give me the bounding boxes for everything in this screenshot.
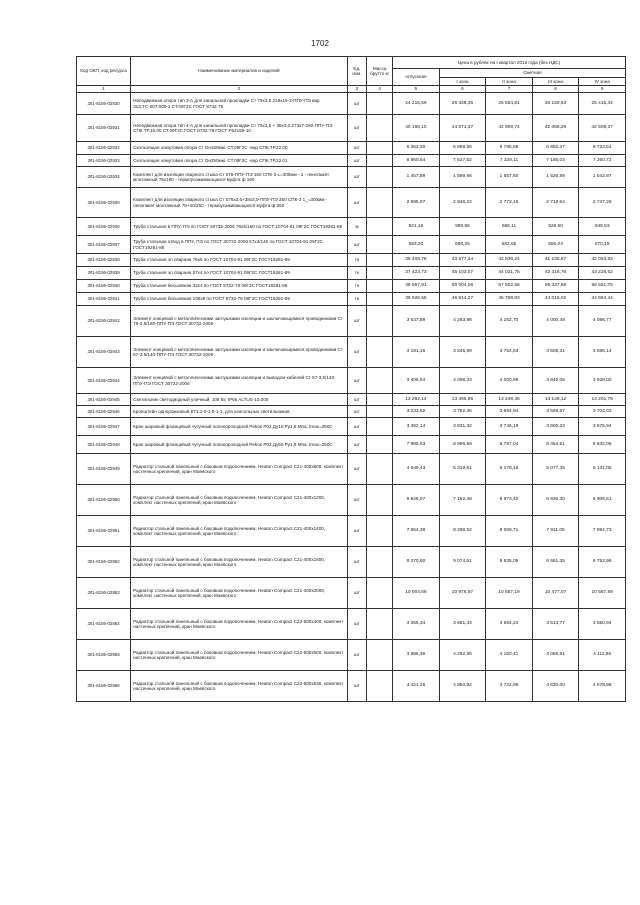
item-mass [367, 280, 393, 293]
item-unit: шт [347, 406, 366, 418]
item-unit: шт [347, 167, 366, 188]
zone-4-price: 4 086,77 [579, 306, 626, 337]
table-row [77, 485, 626, 516]
release-price: 583,20 [393, 236, 440, 254]
zone-1-price: 3 681,43 [439, 609, 486, 640]
zone-3-price: 2 718,64 [532, 188, 579, 218]
zone-2-price: 7 329,11 [486, 155, 533, 167]
item-name: Радиатор стальной панельный с боковым подключением, Heaton Compact C21-400х1400, комплект настенных креплений, кран Маевского [131, 516, 348, 547]
item-code: 301-8156-02938 [77, 254, 131, 267]
column-number: 3 [347, 86, 366, 93]
item-mass [367, 293, 393, 306]
release-price: 8 270,80 [393, 547, 440, 578]
item-name: Элемент концевой с металлическими заглушками изоляции и заключающимися проводниками Ст 76-3,5/160-ППУ-ПЭ ГОСТ 30732-2006 [131, 306, 348, 337]
table-row [77, 454, 626, 485]
release-price: 24 215,69 [393, 93, 440, 115]
zone-2-price: 25 654,81 [486, 93, 533, 115]
item-unit: шт [347, 454, 366, 485]
item-mass [367, 254, 393, 267]
table-row [77, 93, 626, 115]
zone-2-price: 45 799,83 [486, 293, 533, 306]
zone-1-price: 59 004,06 [439, 280, 486, 293]
item-mass [367, 93, 393, 115]
zone-2-price: 5 178,18 [486, 454, 533, 485]
zone-4-price: 1 542,97 [579, 167, 626, 188]
item-mass [367, 236, 393, 254]
item-unit: шт [347, 115, 366, 142]
zone-3-price: 4 000,48 [532, 306, 579, 337]
item-code: 301-8156-02941 [77, 293, 131, 306]
zone-2-price: 4 162,70 [486, 306, 533, 337]
zone-2-price: 2 773,15 [486, 188, 533, 218]
item-unit: шт [347, 436, 366, 454]
zone-1-price: 2 848,22 [439, 188, 486, 218]
zone-2-price: 3 754,63 [486, 337, 533, 368]
table-row [77, 547, 626, 578]
zone-4-price: 3 550,94 [579, 609, 626, 640]
zone-1-price: 8 996,59 [439, 436, 486, 454]
release-price: 38 408,78 [393, 254, 440, 267]
zone-2-price: 1 557,50 [486, 167, 533, 188]
table-row [77, 394, 626, 406]
item-mass [367, 155, 393, 167]
zone-2-price: 3 746,19 [486, 418, 533, 436]
column-number: 4 [367, 86, 393, 93]
release-price: 4 649,43 [393, 454, 440, 485]
item-code: 301-8156-02945 [77, 394, 131, 406]
release-price: 4 421,25 [393, 671, 440, 702]
zone-3-price: 4 068,81 [532, 640, 579, 671]
table-row [77, 368, 626, 394]
header-release-price: отпускная [393, 69, 440, 86]
item-name: Труба стальная отвод в ППУ, ПЭ по ГОСТ 30732-2006 57х4/140 по ГОСТ 10704-91 09Г2С ГОСТ19281-89 [131, 236, 348, 254]
table-row [77, 115, 626, 142]
zone-4-price: 7 994,73 [579, 516, 626, 547]
zone-3-price: 7 185,04 [532, 155, 579, 167]
header-zone-3: III зона [532, 78, 579, 86]
item-name: Труба стальная эл.сварная 57х4 по ГОСТ 10704-91 09Г2С ГОСТ19281-89 [131, 267, 348, 280]
zone-4-price: 4 111,85 [579, 640, 626, 671]
item-code: 301-8156-02947 [77, 418, 131, 436]
zone-3-price: 3 845,06 [532, 368, 579, 394]
item-unit: шт [347, 640, 366, 671]
item-unit: шт [347, 306, 366, 337]
table-row [77, 218, 626, 236]
item-code: 301-8156-02935 [77, 188, 131, 218]
zone-1-price: 8 288,52 [439, 516, 486, 547]
release-price: 38 926,55 [393, 293, 440, 306]
zone-3-price: 656,04 [532, 236, 579, 254]
zone-2-price: 3 694,94 [486, 406, 533, 418]
item-name: Неподвижная опора тип 4-А для канальной прокладки Ст 76х3,5 + 38х3,0 273х7-250-ППУ-ПЭ СПК.ТР.16.00 СТ.09Г2С ГОСТ 8732-78 ГОСТ Р54159-10 [131, 115, 348, 142]
zone-2-price: 13 248,48 [486, 394, 533, 406]
item-unit: шт [347, 516, 366, 547]
item-code: 301-8156-02937 [77, 236, 131, 254]
table-row [77, 640, 626, 671]
table-row [77, 406, 626, 418]
item-code: 301-8156-02944 [77, 368, 131, 394]
item-code: 301-8156-02943 [77, 337, 131, 368]
item-name: Радиатор стальной панельный с боковым подключением, Heaton Compact C22-500х500, комплект настенных креплений, кран Маевского [131, 640, 348, 671]
column-number: 2 [131, 86, 348, 93]
release-price: 1 457,99 [393, 167, 440, 188]
zone-1-price: 10 976,97 [439, 578, 486, 609]
release-price: 2 595,97 [393, 188, 440, 218]
item-unit: шт [347, 671, 366, 702]
item-unit: шт [347, 609, 366, 640]
zone-2-price: 4 000,98 [486, 368, 533, 394]
item-name: Кран шаровый фланцевый чугунный полнопроходной Pekos P02 Ду15 Ру1,6 Мпа, tmax=250C [131, 418, 348, 436]
item-unit: шт [347, 337, 366, 368]
zone-1-price: 1 599,66 [439, 167, 486, 188]
table-row [77, 293, 626, 306]
header-zone-2: II зона [486, 78, 533, 86]
zone-2-price: 8 835,05 [486, 547, 533, 578]
zone-1-price: 6 969,56 [439, 142, 486, 155]
column-number: 1 [77, 86, 131, 93]
zone-1-price: 4 262,95 [439, 640, 486, 671]
item-mass [367, 142, 393, 155]
zone-3-price: 7 911,05 [532, 516, 579, 547]
item-unit: шт [347, 155, 366, 167]
zone-3-price: 4 630,00 [532, 671, 579, 702]
item-mass [367, 188, 393, 218]
zone-1-price: 44 071,37 [439, 115, 486, 142]
item-mass [367, 167, 393, 188]
item-mass [367, 267, 393, 280]
zone-1-price: 690,25 [439, 236, 486, 254]
zone-4-price: 42 509,37 [579, 115, 626, 142]
zone-1-price: 45 103,07 [439, 267, 486, 280]
release-price: 40 168,10 [393, 115, 440, 142]
zone-4-price: 8 752,96 [579, 547, 626, 578]
item-mass [367, 368, 393, 394]
zone-1-price: 43 577,44 [439, 254, 486, 267]
zone-4-price: 8 632,06 [579, 436, 626, 454]
table-row [77, 578, 626, 609]
zone-2-price: 6 785,85 [486, 142, 533, 155]
zone-3-price: 42 066,29 [532, 115, 579, 142]
item-code: 301-8156-02931 [77, 115, 131, 142]
zone-4-price: 13 201,79 [579, 394, 626, 406]
zone-2-price: 42 909,74 [486, 115, 533, 142]
zone-1-price: 5 319,61 [439, 454, 486, 485]
item-name: Светильник светодиодный уличный, 108 Вт, IP65 ALTUS-10.000 [131, 394, 348, 406]
item-name: Кронштейн однорожковый К71.1-0-1,5-1-1, для консольных светильников [131, 406, 348, 418]
release-price: 3 233,52 [393, 406, 440, 418]
header-price-group: Цена в рублях на I квартал 2016 года (без НДС) [393, 57, 626, 69]
zone-1-price: 28 348,35 [439, 93, 486, 115]
item-unit: шт [347, 188, 366, 218]
item-mass [367, 609, 393, 640]
zone-3-price: 10 477,07 [532, 578, 579, 609]
zone-4-price: 56 551,75 [579, 280, 626, 293]
zone-2-price: 42 836,24 [486, 254, 533, 267]
table-row [77, 306, 626, 337]
zone-3-price: 3 608,31 [532, 337, 579, 368]
item-unit: тн [347, 293, 366, 306]
item-unit: тн [347, 267, 366, 280]
zone-4-price: 25 415,44 [579, 93, 626, 115]
item-name: Труба стальная в ППУ, ПЭ по ГОСТ 30732-2006 76х5/160 по ГОСТ 10704-91 09Г2С ГОСТ19281-89 [131, 218, 348, 236]
zone-3-price: 8 454,51 [532, 436, 579, 454]
item-unit: тн [347, 280, 366, 293]
item-mass [367, 406, 393, 418]
zone-4-price: 44 964,44 [579, 293, 626, 306]
item-code: 301-8156-02936 [77, 218, 131, 236]
item-mass [367, 578, 393, 609]
header-name: Наименование материалов и изделий [131, 57, 348, 86]
zone-2-price: 8 797,04 [486, 436, 533, 454]
zone-2-price: 966,11 [486, 218, 533, 236]
header-zone-1: I зона [439, 78, 486, 86]
release-price: 7 554,38 [393, 516, 440, 547]
header-zone-4: IV зона [579, 78, 626, 86]
item-code: 301-8156-02952 [77, 547, 131, 578]
release-price: 3 406,54 [393, 368, 440, 394]
item-code: 301-8156-02948 [77, 436, 131, 454]
zone-2-price: 4 150,41 [486, 640, 533, 671]
table-row [77, 609, 626, 640]
item-unit: шт [347, 368, 366, 394]
zone-3-price: 6 836,30 [532, 485, 579, 516]
item-name: Радиатор стальной панельный с боковым подключением, Heaton Compact C22-500х530, комплект настенных креплений, кран Маевского [131, 671, 348, 702]
release-price: 37 423,73 [393, 267, 440, 280]
price-table [76, 56, 626, 702]
zone-4-price: 670,19 [579, 236, 626, 254]
zone-3-price: 44 016,02 [532, 293, 579, 306]
item-code: 301-8156-02950 [77, 485, 131, 516]
item-mass [367, 516, 393, 547]
zone-4-price: 42 053,83 [579, 254, 626, 267]
zone-3-price: 42 316,76 [532, 267, 579, 280]
zone-4-price: 7 260,72 [579, 155, 626, 167]
release-price: 12 262,14 [393, 394, 440, 406]
zone-2-price: 10 687,19 [486, 578, 533, 609]
price-table-body [77, 93, 626, 702]
table-row [77, 167, 626, 188]
release-price: 3 392,14 [393, 418, 440, 436]
item-unit: шт [347, 142, 366, 155]
header-estimated-price: Сметная [439, 69, 625, 78]
item-name: Радиатор стальной панельный с боковым подключением, Heaton Compact C21-400х1600, комплект настенных креплений, кран Маевского [131, 547, 348, 578]
item-name: Кран шаровый фланцевый чугунный полнопроходной Pekos P02 Ду50 Ру1,6 Мпа, tmax=250C [131, 436, 348, 454]
item-unit: шт [347, 578, 366, 609]
item-unit: шт [347, 93, 366, 115]
column-number: 9 [579, 86, 626, 93]
zone-3-price: 928,50 [532, 218, 579, 236]
item-mass [367, 115, 393, 142]
item-code: 301-8156-02939 [77, 267, 131, 280]
item-mass [367, 306, 393, 337]
table-row [77, 418, 626, 436]
zone-2-price: 57 602,56 [486, 280, 533, 293]
item-code: 301-8156-02953 [77, 578, 131, 609]
zone-3-price: 13 148,12 [532, 394, 579, 406]
zone-4-price: 43 228,52 [579, 267, 626, 280]
zone-3-price: 6 652,47 [532, 142, 579, 155]
item-code: 301-8156-02940 [77, 280, 131, 293]
column-number: 8 [532, 86, 579, 93]
release-price: 821,16 [393, 218, 440, 236]
zone-4-price: 4 678,98 [579, 671, 626, 702]
page-number: 1702 [311, 39, 329, 48]
item-name: Труба стальная эл.сварная 76х5 по ГОСТ 10704-91 09Г2С ГОСТ19281-89 [131, 254, 348, 267]
table-row [77, 236, 626, 254]
item-mass [367, 454, 393, 485]
item-code: 301-8156-02949 [77, 454, 131, 485]
zone-1-price: 4 098,33 [439, 368, 486, 394]
item-name: Скользящая хомутовая опора Ст Dн160мм. СТ.09Г2С -вар СПК.ТР.22.00 [131, 142, 348, 155]
zone-2-price: 4 722,86 [486, 671, 533, 702]
header-code: Код ОКП, код ресурса [77, 57, 131, 86]
item-mass [367, 394, 393, 406]
zone-3-price: 41 105,87 [532, 254, 579, 267]
zone-4-price: 6 722,54 [579, 142, 626, 155]
table-row [77, 188, 626, 218]
zone-4-price: 3 928,00 [579, 368, 626, 394]
release-price: 6 352,30 [393, 142, 440, 155]
table-row [77, 337, 626, 368]
table-row [77, 267, 626, 280]
zone-1-price: 7 162,48 [439, 485, 486, 516]
zone-4-price: 2 747,28 [579, 188, 626, 218]
item-name: Радиатор стальной панельный с боковым подключением, Heaton Compact C21-400х800, комплект настенных креплений, кран Маевского [131, 454, 348, 485]
release-price: 3 355,34 [393, 609, 440, 640]
item-code: 301-8156-02951 [77, 516, 131, 547]
zone-1-price: 3 845,99 [439, 337, 486, 368]
item-mass [367, 671, 393, 702]
item-mass [367, 547, 393, 578]
table-row [77, 280, 626, 293]
item-name: Радиатор стальной панельный с боковым подключением, Heaton Compact C21-400х2000, комплект настенных креплений, кран Маевского [131, 578, 348, 609]
zone-1-price: 13 495,85 [439, 394, 486, 406]
item-name: Труба стальная бесшовная 108х8 по ГОСТ 8732-78 09Г2С ГОСТ19281-89 [131, 293, 348, 306]
table-row [77, 516, 626, 547]
item-unit: шт [347, 485, 366, 516]
zone-4-price: 3 686,14 [579, 337, 626, 368]
release-price: 3 191,16 [393, 337, 440, 368]
item-code: 301-8156-02934 [77, 167, 131, 188]
zone-3-price: 8 661,35 [532, 547, 579, 578]
item-unit: м [347, 218, 366, 236]
zone-4-price: 3 675,94 [579, 418, 626, 436]
item-name: Неподвижная опора тип 3-А для канальной прокладки Ст 76х3,5 219х15-2-ППУ-ПЭ вар 313.ТС-007.000-1 СТ.09Г2С ГОСТ 8732-78 [131, 93, 348, 115]
item-name: Скользящая хомутовая опора Ст Dн250мм. СТ.09Г2С -вар СПК.ТР.22.01 [131, 155, 348, 167]
header-unit: Ед. изм. [347, 57, 366, 86]
release-price: 6 860,64 [393, 155, 440, 167]
table-row [77, 436, 626, 454]
item-name: Труба стальная бесшовная 32х4 по ГОСТ 8732-78 09Г2С ГОСТ19281-89 [131, 280, 348, 293]
zone-2-price: 44 031,75 [486, 267, 533, 280]
zone-2-price: 6 973,40 [486, 485, 533, 516]
zone-3-price: 3 513,77 [532, 609, 579, 640]
item-name: Элемент концевой с металлическими заглушками изоляции и заключающимися проводниками Ст 57-3,5/140-ППУ-ПЭ ГОСТ 30732-2006 [131, 337, 348, 368]
zone-1-price: 3 792,45 [439, 406, 486, 418]
item-mass [367, 640, 393, 671]
column-number: 7 [486, 86, 533, 93]
zone-2-price: 3 584,24 [486, 609, 533, 640]
item-unit: шт [347, 418, 366, 436]
zone-1-price: 4 263,98 [439, 306, 486, 337]
zone-1-price: 989,66 [439, 218, 486, 236]
item-mass [367, 485, 393, 516]
release-price: 3 537,99 [393, 306, 440, 337]
item-unit: шт [347, 394, 366, 406]
release-price: 3 885,36 [393, 640, 440, 671]
item-unit: шт [347, 547, 366, 578]
item-name: Комплект для изоляции сварного стыка Ст 076х3,5+38х3,0-ППУ-ПЭ 250 СПК-3 1_=300мм - пенопакет монтажный 76+40/250 - термоусаживающаяся муфта ф 250 [131, 188, 348, 218]
release-price: 48 957,91 [393, 280, 440, 293]
zone-3-price: 3 568,67 [532, 406, 579, 418]
table-row [77, 671, 626, 702]
item-mass [367, 337, 393, 368]
item-code: 301-8156-02942 [77, 306, 131, 337]
item-code: 301-8156-02955 [77, 640, 131, 671]
item-name: Элемент концевой с металлическими заглушками изоляции и выводом кабелей Ст 57-3,5/140-ППУ-ПЭ ГОСТ 30732-2006 [131, 368, 348, 394]
zone-4-price: 6 908,61 [579, 485, 626, 516]
item-mass [367, 218, 393, 236]
item-code: 301-8156-02954 [77, 609, 131, 640]
zone-4-price: 5 131,05 [579, 454, 626, 485]
column-number: 5 [393, 86, 440, 93]
zone-3-price: 5 077,35 [532, 454, 579, 485]
header-mass: Масса брутто кг [367, 57, 393, 86]
item-code: 301-8156-02933 [77, 155, 131, 167]
table-row [77, 155, 626, 167]
table-row [77, 254, 626, 267]
column-number: 6 [439, 86, 486, 93]
zone-4-price: 10 587,89 [579, 578, 626, 609]
zone-1-price: 9 074,61 [439, 547, 486, 578]
release-price: 6 528,07 [393, 485, 440, 516]
item-code: 301-8156-02946 [77, 406, 131, 418]
zone-1-price: 7 527,52 [439, 155, 486, 167]
zone-1-price: 3 831,32 [439, 418, 486, 436]
zone-1-price: 46 914,27 [439, 293, 486, 306]
item-name: Комплект для изоляции сварного стыка Ст 076-ППУ-ПЭ 160 СПК-3 L=300мм - 1 - пенопакет монтажный 76х160 - термоусаживающаяся муфта ф 160 [131, 167, 348, 188]
zone-3-price: 55 337,68 [532, 280, 579, 293]
item-code: 301-8156-02956 [77, 671, 131, 702]
zone-3-price: 25 150,53 [532, 93, 579, 115]
release-price: 7 985,63 [393, 436, 440, 454]
item-name: Радиатор стальной панельный с боковым подключением, Heaton Compact C21-400х1200, комплект настенных креплений, кран Маевского [131, 485, 348, 516]
release-price: 10 004,69 [393, 578, 440, 609]
zone-2-price: 682,65 [486, 236, 533, 254]
zone-4-price: 948,53 [579, 218, 626, 236]
zone-3-price: 1 526,89 [532, 167, 579, 188]
zone-2-price: 8 069,71 [486, 516, 533, 547]
zone-1-price: 4 850,92 [439, 671, 486, 702]
item-code: 301-8156-02930 [77, 93, 131, 115]
zone-3-price: 3 600,33 [532, 418, 579, 436]
item-code: 301-8156-02932 [77, 142, 131, 155]
zone-4-price: 3 704,03 [579, 406, 626, 418]
item-unit: шт [347, 236, 366, 254]
item-name: Радиатор стальной панельный с боковым подключением, Heaton Compact C22-500х400, комплект настенных креплений, кран Маевского [131, 609, 348, 640]
table-row [77, 142, 626, 155]
item-mass [367, 418, 393, 436]
item-mass [367, 436, 393, 454]
item-unit: тн [347, 254, 366, 267]
